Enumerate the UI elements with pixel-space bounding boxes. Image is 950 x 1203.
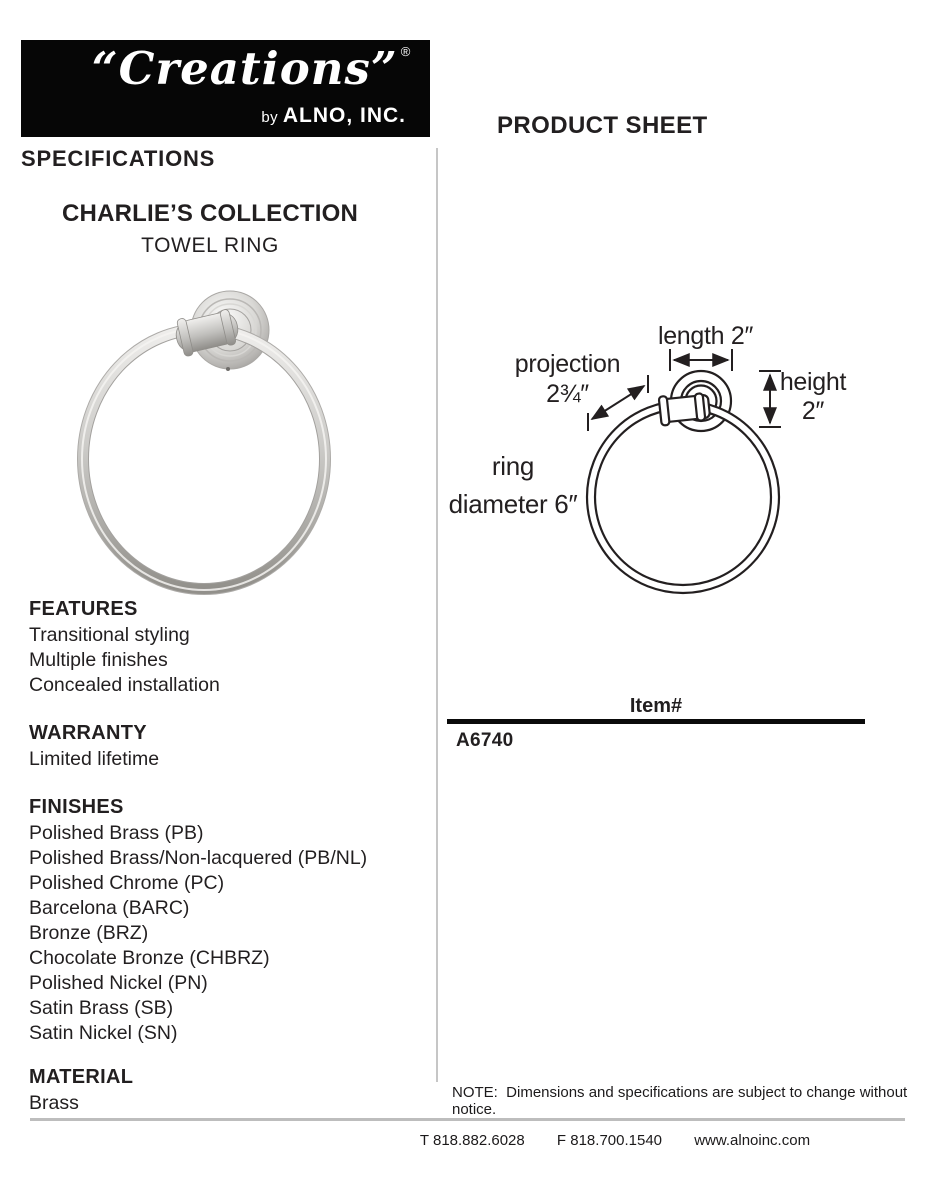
- logo-brand-script: [21, 42, 430, 95]
- creations-logo: [21, 40, 430, 137]
- registered-mark: ®: [400, 44, 412, 59]
- footer-phone: T 818.882.6028: [419, 1132, 525, 1149]
- footer-website: www.alnoinc.com: [694, 1132, 811, 1149]
- photo-set-screw: [226, 367, 230, 371]
- footer-rule: [30, 1118, 905, 1121]
- finish-item: Bronze (BRZ): [29, 922, 149, 944]
- ring-diameter-label: [438, 447, 588, 523]
- specifications-title: SPECIFICATIONS: [21, 146, 216, 171]
- finish-item: Polished Brass/Non-lacquered (PB/NL): [29, 847, 368, 869]
- finish-item: Polished Brass (PB): [29, 822, 204, 844]
- item-number-heading: Item#: [629, 695, 683, 717]
- projection-dimension-label: [500, 349, 635, 409]
- finishes-title: FINISHES: [29, 796, 124, 818]
- logo-byline-by: by: [261, 109, 283, 126]
- diameter-value: diameter 6″: [448, 489, 578, 519]
- feature-item: Concealed installation: [29, 674, 220, 696]
- section-features: [29, 598, 429, 698]
- item-number-rule: [447, 719, 865, 724]
- logo-byline-company: ALNO, INC.: [282, 104, 406, 127]
- section-warranty: [29, 722, 429, 772]
- feature-item: Multiple finishes: [29, 649, 168, 671]
- features-title: FEATURES: [29, 598, 138, 620]
- collection-title: CHARLIE’S COLLECTION: [62, 200, 358, 227]
- footer-contacts: [280, 1132, 950, 1149]
- spec-sections: [29, 598, 429, 1116]
- height-dimension-label: [768, 368, 858, 426]
- height-value: 2″: [801, 397, 825, 425]
- warranty-title: WARRANTY: [29, 722, 147, 744]
- disclaimer-note: NOTE: Dimensions and specifications are subject to change without notice.: [452, 1084, 912, 1118]
- logo-brand-text: “Creations”: [91, 42, 398, 95]
- feature-item: Transitional styling: [29, 624, 190, 646]
- finish-item: Polished Nickel (PN): [29, 972, 208, 994]
- finish-item: Chocolate Bronze (CHBRZ): [29, 947, 270, 969]
- finish-item: Satin Brass (SB): [29, 997, 174, 1019]
- footer-fax: F 818.700.1540: [556, 1132, 663, 1149]
- product-photo: [72, 273, 364, 597]
- logo-byline: [261, 104, 406, 128]
- item-number-value: A6740: [456, 730, 514, 751]
- height-word: height: [779, 368, 847, 396]
- section-material: [29, 1066, 429, 1116]
- finish-item: Barcelona (BARC): [29, 897, 190, 919]
- material-item: Brass: [29, 1092, 79, 1114]
- section-finishes: [29, 796, 429, 1046]
- column-divider: [436, 148, 438, 1082]
- finish-item: Satin Nickel (SN): [29, 1022, 178, 1044]
- projection-word: projection: [514, 350, 621, 378]
- material-title: MATERIAL: [29, 1066, 134, 1088]
- projection-value: 2¾″: [546, 380, 589, 408]
- finish-item: Polished Chrome (PC): [29, 872, 225, 894]
- product-sheet-title: PRODUCT SHEET: [497, 112, 708, 139]
- ring-word: ring: [491, 451, 535, 481]
- photo-ring: [78, 324, 331, 595]
- warranty-item: Limited lifetime: [29, 748, 160, 770]
- product-type-title: TOWEL RING: [141, 234, 279, 257]
- length-dimension-label: length 2″: [657, 322, 754, 350]
